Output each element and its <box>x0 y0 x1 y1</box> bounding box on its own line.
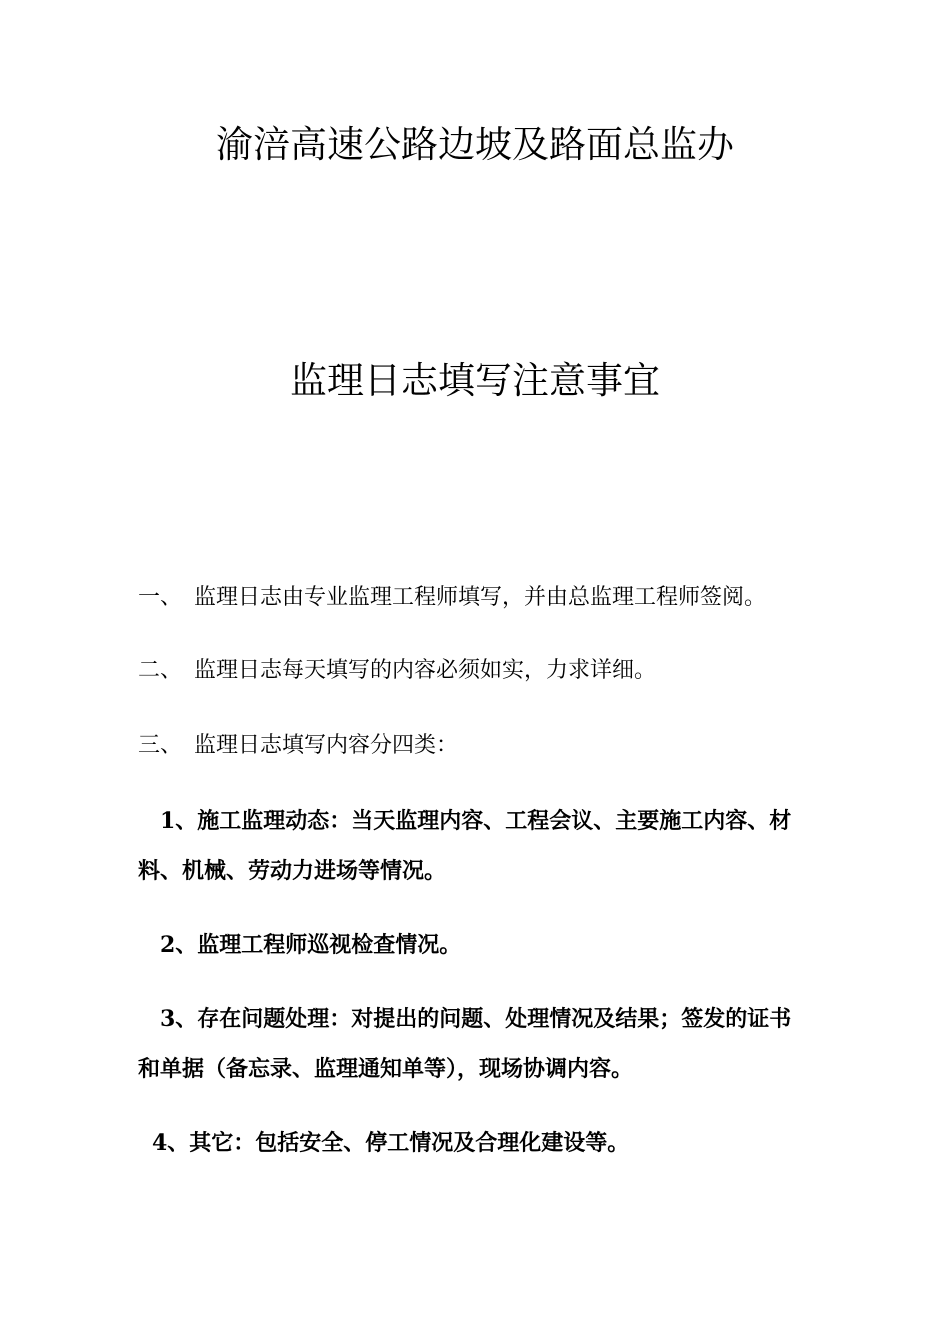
document-title: 监理日志填写注意事宜 <box>290 359 660 402</box>
subitem-1-line-2: 料、机械、劳动力进场等情况。 <box>138 858 447 884</box>
subitem-1-line-1: 1、施工监理动态：当天监理内容、工程会议、主要施工内容、材 <box>160 808 792 834</box>
list-item-number: 二、 <box>138 658 183 683</box>
subitem-3-line-2: 和单据（备忘录、监理通知单等），现场协调内容。 <box>138 1056 634 1082</box>
list-item-number: 一、 <box>138 585 183 610</box>
list-item-number: 三、 <box>138 733 183 758</box>
list-item-text: 监理日志每天填写的内容必须如实，力求详细。 <box>194 658 657 683</box>
list-item <box>138 660 828 682</box>
list-item <box>138 587 828 609</box>
list-item-text: 监理日志由专业监理工程师填写，并由总监理工程师签阅。 <box>194 585 767 610</box>
subitem-4: 4、其它：包括安全、停工情况及合理化建设等。 <box>152 1130 630 1156</box>
list-item-text: 监理日志填写内容分四类： <box>194 733 459 758</box>
subitem-3-line-1: 3、存在问题处理：对提出的问题、处理情况及结果；签发的证书 <box>160 1006 792 1032</box>
organization-title: 渝涪高速公路边坡及路面总监办 <box>216 123 734 166</box>
subitem-2: 2、监理工程师巡视检查情况。 <box>160 932 462 958</box>
list-item <box>138 735 828 757</box>
